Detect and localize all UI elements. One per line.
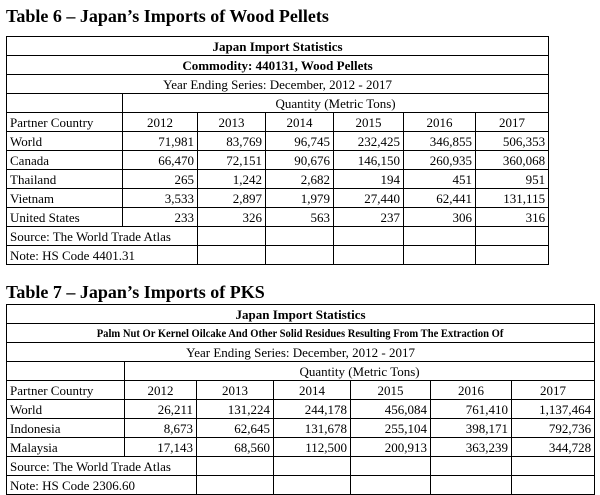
empty-cell — [198, 246, 266, 265]
table7-col-header: 2012 — [125, 381, 197, 400]
table6-col-header: 2016 — [404, 113, 476, 132]
table7-cell: 398,171 — [431, 419, 512, 438]
table-row — [7, 419, 595, 438]
table6-country: Canada — [7, 151, 123, 170]
table6-country: Thailand — [7, 170, 123, 189]
table7-source-row — [7, 457, 595, 476]
table6-quantity-label: Quantity (Metric Tons) — [123, 94, 549, 113]
table6-cell: 360,068 — [476, 151, 549, 170]
table7-cell: 200,913 — [351, 438, 431, 457]
empty-cell — [512, 457, 595, 476]
table6-series: Year Ending Series: December, 2012 - 2017 — [7, 75, 549, 94]
empty-cell — [274, 457, 351, 476]
empty-cell — [334, 227, 404, 246]
table6-cell: 237 — [334, 208, 404, 227]
table-row — [7, 208, 549, 227]
table7-cell: 17,143 — [125, 438, 197, 457]
table7-title: Japan Import Statistics — [7, 305, 595, 324]
table6-cell: 83,769 — [198, 132, 266, 151]
empty-cell — [404, 246, 476, 265]
table7-heading: Table 7 – Japan’s Imports of PKS — [6, 282, 265, 302]
table6-cell: 506,353 — [476, 132, 549, 151]
table7-cell: 26,211 — [125, 400, 197, 419]
table7-col-header: 2013 — [197, 381, 274, 400]
table-row — [7, 400, 595, 419]
table7-cell: 131,224 — [197, 400, 274, 419]
table7-col-header: Partner Country — [7, 381, 125, 400]
table7-header-row — [7, 381, 595, 400]
table6-cell: 346,855 — [404, 132, 476, 151]
table6-cell: 194 — [334, 170, 404, 189]
empty-cell — [334, 246, 404, 265]
table7-country: World — [7, 400, 125, 419]
table6-cell: 72,151 — [198, 151, 266, 170]
table6-note: Note: HS Code 4401.31 — [7, 246, 198, 265]
empty-cell — [476, 246, 549, 265]
table6-cell: 951 — [476, 170, 549, 189]
table7-country: Malaysia — [7, 438, 125, 457]
empty-cell — [512, 476, 595, 495]
table7-cell: 244,178 — [274, 400, 351, 419]
table6-note-row — [7, 246, 549, 265]
empty-cell — [476, 227, 549, 246]
table7-cell: 363,239 — [431, 438, 512, 457]
table6-col-header: 2017 — [476, 113, 549, 132]
empty-cell — [266, 227, 334, 246]
table-row — [7, 438, 595, 457]
empty-cell — [198, 227, 266, 246]
table6 — [6, 36, 549, 265]
empty-cell — [274, 476, 351, 495]
table6-cell: 265 — [123, 170, 198, 189]
table6-cell: 306 — [404, 208, 476, 227]
table6-source: Source: The World Trade Atlas — [7, 227, 198, 246]
table7-cell: 255,104 — [351, 419, 431, 438]
table6-country: United States — [7, 208, 123, 227]
table7-col-header: 2014 — [274, 381, 351, 400]
table6-col-header: Partner Country — [7, 113, 123, 132]
table6-empty-cell — [7, 94, 123, 113]
table6-cell: 66,470 — [123, 151, 198, 170]
table6-cell: 2,897 — [198, 189, 266, 208]
empty-cell — [431, 457, 512, 476]
table7-commodity — [7, 324, 595, 343]
table6-heading: Table 6 – Japan’s Imports of Wood Pellets — [6, 6, 329, 26]
table7-cell: 761,410 — [431, 400, 512, 419]
table6-country: World — [7, 132, 123, 151]
table7-commodity-text: Palm Nut Or Kernel Oilcake And Other Solid Residues Resulting From The Extraction Of — [97, 325, 504, 340]
table-row — [7, 151, 549, 170]
table6-cell: 3,533 — [123, 189, 198, 208]
table6-cell: 232,425 — [334, 132, 404, 151]
table-row — [7, 189, 549, 208]
table6-cell: 146,150 — [334, 151, 404, 170]
table6-col-header: 2014 — [266, 113, 334, 132]
table7-note-row — [7, 476, 595, 495]
table6-cell: 326 — [198, 208, 266, 227]
table6-cell: 260,935 — [404, 151, 476, 170]
empty-cell — [404, 227, 476, 246]
table6-col-header: 2015 — [334, 113, 404, 132]
table7-cell: 112,500 — [274, 438, 351, 457]
table7-source: Source: The World Trade Atlas — [7, 457, 197, 476]
table7-cell: 62,645 — [197, 419, 274, 438]
empty-cell — [351, 476, 431, 495]
table7-col-header: 2015 — [351, 381, 431, 400]
table6-cell: 563 — [266, 208, 334, 227]
empty-cell — [197, 457, 274, 476]
table6-cell: 96,745 — [266, 132, 334, 151]
table6-cell: 62,441 — [404, 189, 476, 208]
table7-cell: 344,728 — [512, 438, 595, 457]
table7-country: Indonesia — [7, 419, 125, 438]
table7-cell: 792,736 — [512, 419, 595, 438]
table6-cell: 316 — [476, 208, 549, 227]
empty-cell — [197, 476, 274, 495]
table7-cell: 131,678 — [274, 419, 351, 438]
table6-col-header: 2012 — [123, 113, 198, 132]
empty-cell — [431, 476, 512, 495]
table6-col-header: 2013 — [198, 113, 266, 132]
table7-note: Note: HS Code 2306.60 — [7, 476, 197, 495]
table6-title: Japan Import Statistics — [7, 37, 549, 56]
table6-cell: 1,979 — [266, 189, 334, 208]
table7-cell: 1,137,464 — [512, 400, 595, 419]
table6-cell: 2,682 — [266, 170, 334, 189]
table7-cell: 68,560 — [197, 438, 274, 457]
table6-header-row — [7, 113, 549, 132]
table6-cell: 27,440 — [334, 189, 404, 208]
table7-cell: 8,673 — [125, 419, 197, 438]
table-row — [7, 170, 549, 189]
table6-cell: 90,676 — [266, 151, 334, 170]
table6-commodity: Commodity: 440131, Wood Pellets — [7, 56, 549, 75]
table7-col-header: 2016 — [431, 381, 512, 400]
empty-cell — [266, 246, 334, 265]
table6-country: Vietnam — [7, 189, 123, 208]
table6-cell: 71,981 — [123, 132, 198, 151]
table7 — [6, 304, 595, 495]
table6-cell: 233 — [123, 208, 198, 227]
table7-empty-cell — [7, 362, 125, 381]
table6-cell: 451 — [404, 170, 476, 189]
table7-cell: 456,084 — [351, 400, 431, 419]
empty-cell — [351, 457, 431, 476]
table7-series: Year Ending Series: December, 2012 - 2017 — [7, 343, 595, 362]
table6-cell: 1,242 — [198, 170, 266, 189]
table7-col-header: 2017 — [512, 381, 595, 400]
table6-cell: 131,115 — [476, 189, 549, 208]
table6-source-row — [7, 227, 549, 246]
table-row — [7, 132, 549, 151]
table7-quantity-label: Quantity (Metric Tons) — [125, 362, 595, 381]
